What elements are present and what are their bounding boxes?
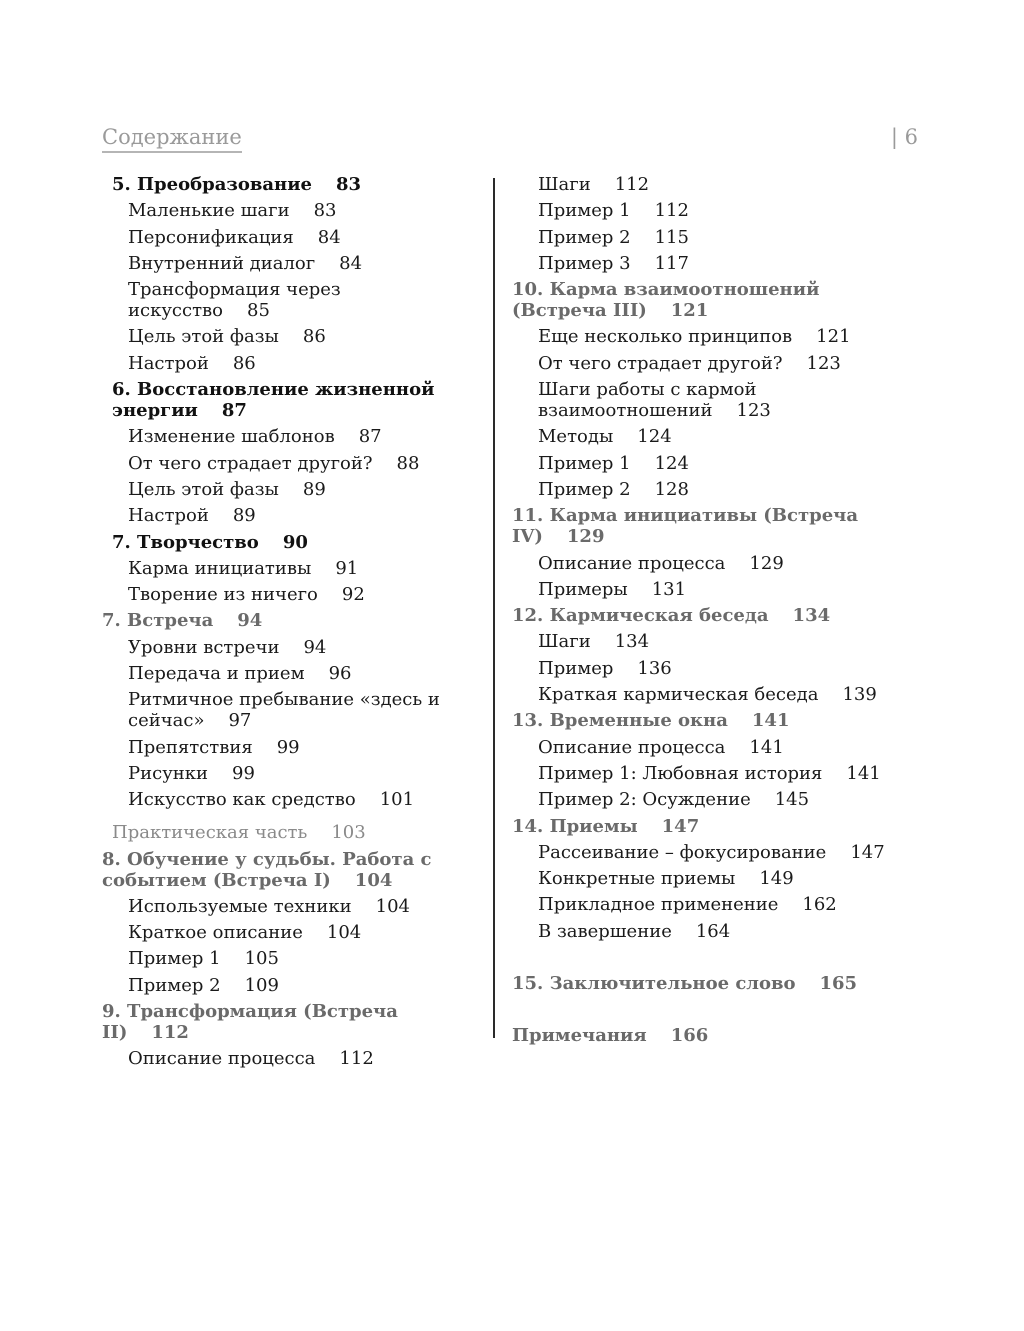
toc-entry-title: Ритмичное пребывание «здесь и сейчас»: [128, 689, 440, 732]
toc-entry-page: 112: [614, 174, 650, 195]
toc-subsection[interactable]: [102, 479, 487, 500]
toc-chapter[interactable]: [512, 505, 912, 547]
toc-entry-title: Прикладное применение: [538, 894, 779, 916]
toc-entry-page: 129: [566, 526, 605, 548]
toc-entry-title: Шаги: [538, 631, 591, 653]
toc-entry-page: 131: [651, 578, 687, 600]
toc-entry-page: 129: [749, 552, 784, 574]
toc-subsection[interactable]: [102, 789, 487, 810]
toc-entry-page: 124: [654, 452, 689, 474]
toc-entry-title: 9. Трансформация (Встреча II): [102, 1001, 398, 1044]
toc-entry-page: 149: [759, 868, 794, 890]
toc-entry-title: Уровни встречи: [128, 636, 280, 658]
toc-chapter[interactable]: [102, 379, 487, 421]
toc-entry-title: Пример 2: [128, 974, 221, 996]
toc-subsection[interactable]: [512, 379, 912, 421]
toc-entry-page: 104: [326, 922, 362, 944]
toc-entry-title: Используемые техники: [128, 895, 352, 917]
toc-entry-page: 117: [654, 252, 689, 274]
toc-entry-title: Описание процесса: [538, 552, 726, 574]
toc-chapter[interactable]: [512, 973, 912, 994]
toc-entry-title: Пример 2: [538, 478, 631, 500]
toc-entry-title: Рассеивание – фокусирование: [538, 841, 827, 863]
toc-entry-title: 6. Восстановление жизненной энергии: [112, 379, 435, 422]
toc-entry-title: 10. Карма взаимоотношений (Встреча III): [512, 279, 820, 322]
toc-entry-page: 86: [232, 352, 256, 374]
toc-subsection[interactable]: [102, 426, 487, 447]
toc-entry-page: 134: [614, 631, 650, 653]
toc-subsection[interactable]: [102, 637, 487, 658]
toc-entry-title: Пример 1: [128, 948, 221, 970]
toc-entry-title: 13. Временные окна: [512, 710, 728, 732]
toc-entry-page: 123: [806, 352, 841, 374]
toc-subsection[interactable]: [512, 453, 912, 474]
toc-subsection[interactable]: [512, 789, 912, 810]
toc-entry-title: Пример 1: [538, 200, 631, 222]
toc-subsection[interactable]: [512, 631, 912, 652]
toc-entry-title: Пример: [538, 657, 614, 679]
toc-entry-page: 86: [302, 326, 326, 348]
toc-chapter[interactable]: [512, 605, 912, 626]
toc-entry-page: 104: [375, 895, 410, 917]
toc-subsection[interactable]: [512, 763, 912, 784]
toc-entry-page: 124: [637, 426, 672, 448]
toc-entry-page: 96: [328, 663, 352, 685]
toc-subsection[interactable]: [512, 894, 912, 915]
page-number: | 6: [890, 125, 918, 149]
toc-entry-page: 147: [661, 815, 700, 837]
toc-entry-title: Внутренний диалог: [128, 252, 316, 274]
toc-entry-title: Примеры: [538, 578, 628, 600]
toc-entry-page: 134: [792, 605, 831, 627]
toc-chapter[interactable]: [512, 1025, 912, 1046]
toc-entry-page: 162: [802, 894, 837, 916]
toc-subsection[interactable]: [512, 579, 912, 600]
toc-entry-title: Препятствия: [128, 736, 253, 758]
toc-entry-page: 147: [850, 841, 885, 863]
toc-entry-page: 115: [654, 226, 689, 248]
toc-entry-page: 97: [228, 710, 252, 732]
toc-entry-page: 90: [282, 531, 308, 553]
toc-entry-title: Настрой: [128, 352, 209, 374]
toc-subsection[interactable]: [512, 353, 912, 374]
toc-chapter[interactable]: [102, 532, 487, 553]
toc-chapter[interactable]: [512, 710, 912, 731]
toc-entry-page: 99: [232, 762, 255, 784]
toc-entry-title: Искусство как средство: [128, 789, 356, 811]
toc-subsection[interactable]: [512, 737, 912, 758]
toc-entry-page: 87: [221, 400, 247, 422]
toc-entry-page: 84: [317, 226, 341, 248]
toc-entry-title: Примечания: [512, 1025, 647, 1047]
toc-entry-title: 11. Карма инициативы (Встреча IV): [512, 505, 858, 548]
toc-subsection[interactable]: [102, 200, 487, 221]
toc-subsection[interactable]: [102, 558, 487, 579]
toc-entry-title: Трансформация через искусство: [128, 279, 341, 322]
toc-right-column: [512, 174, 912, 1052]
toc-entry-title: Цель этой фазы: [128, 326, 279, 348]
toc-subsection[interactable]: [512, 479, 912, 500]
toc-entry-page: 103: [331, 822, 366, 844]
toc-entry-page: 91: [335, 557, 359, 579]
toc-entry-page: 105: [244, 948, 279, 970]
toc-entry-title: Конкретные приемы: [538, 868, 736, 890]
toc-subsection[interactable]: [102, 326, 487, 347]
toc-left-column: [102, 174, 487, 1075]
toc-subsection[interactable]: [512, 200, 912, 221]
toc-entry-page: 101: [379, 789, 415, 811]
toc-part-heading[interactable]: [102, 822, 487, 843]
toc-entry-page: 121: [816, 326, 851, 348]
page-title: Содержание: [102, 124, 242, 153]
toc-entry-page: 87: [358, 426, 382, 448]
toc-entry-title: Пример 2: Осуждение: [538, 789, 751, 811]
toc-entry-page: 84: [339, 252, 363, 274]
toc-subsection[interactable]: [512, 227, 912, 248]
toc-subsection[interactable]: [102, 584, 487, 605]
toc-subsection[interactable]: [512, 426, 912, 447]
toc-subsection[interactable]: [102, 948, 487, 969]
toc-entry-page: 121: [670, 300, 709, 322]
toc-entry-page: 94: [303, 636, 327, 658]
toc-subsection[interactable]: [102, 763, 487, 784]
toc-entry-page: 139: [842, 684, 877, 706]
column-divider: [493, 178, 495, 1038]
toc-entry-title: Рисунки: [128, 762, 209, 784]
toc-entry-title: Пример 2: [538, 226, 631, 248]
toc-subsection[interactable]: [102, 737, 487, 758]
toc-subsection[interactable]: [512, 842, 912, 863]
toc-entry-title: Шаги работы с кармой взаимоотношений: [538, 379, 757, 422]
toc-chapter[interactable]: [102, 610, 487, 631]
toc-entry-page: 136: [637, 657, 672, 679]
toc-entry-title: Описание процесса: [538, 736, 726, 758]
toc-entry-title: Методы: [538, 426, 614, 448]
toc-entry-title: Пример 3: [538, 252, 631, 274]
toc-entry-page: 128: [654, 478, 689, 500]
toc-entry-title: 7. Творчество: [112, 531, 259, 553]
toc-entry-page: 165: [819, 973, 858, 995]
toc-entry-title: 7. Встреча: [102, 610, 214, 632]
toc-chapter[interactable]: [102, 1001, 487, 1043]
toc-entry-title: Еще несколько принципов: [538, 326, 793, 348]
toc-entry-title: Передача и прием: [128, 663, 305, 685]
toc-entry-title: Настрой: [128, 505, 209, 527]
toc-gap: [512, 999, 912, 1025]
toc-entry-page: 99: [276, 736, 300, 758]
toc-subsection[interactable]: [512, 253, 912, 274]
toc-entry-title: 5. Преобразование: [112, 174, 312, 195]
toc-subsection[interactable]: [102, 975, 487, 996]
toc-subsection[interactable]: [512, 921, 912, 942]
toc-subsection[interactable]: [102, 227, 487, 248]
toc-entry-title: Описание процесса: [128, 1048, 316, 1070]
toc-chapter[interactable]: [512, 279, 912, 321]
toc-gap: [512, 947, 912, 973]
toc-entry-page: 112: [151, 1022, 189, 1044]
toc-subsection[interactable]: [512, 868, 912, 889]
toc-entry-title: Практическая часть: [112, 822, 308, 844]
toc-entry-page: 83: [336, 174, 362, 195]
toc-entry-title: 8. Обучение у судьбы. Работа с событием (Встреча I): [102, 848, 432, 891]
toc-entry-title: От чего страдает другой?: [128, 452, 373, 474]
toc-chapter[interactable]: [102, 174, 487, 195]
toc-entry-page: 141: [846, 762, 881, 784]
toc-subsection[interactable]: [102, 279, 487, 321]
toc-entry-page: 112: [339, 1048, 374, 1070]
toc-subsection[interactable]: [102, 922, 487, 943]
toc-entry-title: Шаги: [538, 174, 591, 195]
toc-entry-title: Цель этой фазы: [128, 478, 279, 500]
toc-subsection[interactable]: [512, 326, 912, 347]
toc-subsection[interactable]: [512, 553, 912, 574]
toc-entry-title: 15. Заключительное слово: [512, 973, 796, 995]
toc-entry-title: От чего страдает другой?: [538, 352, 783, 374]
toc-subsection[interactable]: [102, 253, 487, 274]
toc-entry-page: 88: [396, 452, 420, 474]
page-header: [102, 124, 918, 156]
toc-subsection[interactable]: [512, 658, 912, 679]
toc-subsection[interactable]: [102, 505, 487, 526]
toc-subsection[interactable]: [512, 174, 912, 195]
toc-subsection[interactable]: [102, 1048, 487, 1069]
toc-entry-title: 12. Кармическая беседа: [512, 605, 769, 627]
toc-entry-title: Пример 1: Любовная история: [538, 762, 823, 784]
toc-entry-page: 92: [341, 584, 365, 606]
toc-entry-page: 141: [751, 710, 790, 732]
toc-entry-page: 85: [247, 300, 270, 322]
toc-entry-page: 109: [244, 974, 279, 996]
toc-entry-title: Карма инициативы: [128, 557, 312, 579]
toc-entry-title: В завершение: [538, 920, 672, 942]
toc-chapter[interactable]: [512, 816, 912, 837]
toc-subsection[interactable]: [102, 453, 487, 474]
toc-entry-page: 145: [774, 789, 810, 811]
toc-entry-page: 164: [695, 920, 731, 942]
toc-entry-title: 14. Приемы: [512, 815, 638, 837]
toc-entry-page: 89: [302, 478, 326, 500]
toc-entry-page: 141: [749, 736, 784, 758]
toc-subsection[interactable]: [102, 663, 487, 684]
toc-entry-title: Пример 1: [538, 452, 631, 474]
toc-entry-title: Творение из ничего: [128, 584, 318, 606]
toc-entry-title: Краткое описание: [128, 922, 303, 944]
toc-chapter[interactable]: [102, 849, 487, 891]
toc-entry-title: Персонификация: [128, 226, 294, 248]
toc-entry-page: 89: [232, 505, 256, 527]
toc-subsection[interactable]: [102, 896, 487, 917]
toc-entry-page: 83: [313, 200, 337, 222]
toc-subsection[interactable]: [512, 684, 912, 705]
toc-subsection[interactable]: [102, 689, 487, 731]
toc-entry-page: 94: [237, 610, 263, 632]
toc-entry-page: 123: [736, 400, 771, 422]
toc-entry-title: Маленькие шаги: [128, 200, 290, 222]
toc-entry-page: 104: [354, 869, 393, 891]
toc-entry-page: 112: [654, 200, 689, 222]
toc-entry-title: Изменение шаблонов: [128, 426, 335, 448]
toc-entry-title: Краткая кармическая беседа: [538, 684, 819, 706]
toc-subsection[interactable]: [102, 353, 487, 374]
toc-entry-page: 166: [670, 1025, 709, 1047]
